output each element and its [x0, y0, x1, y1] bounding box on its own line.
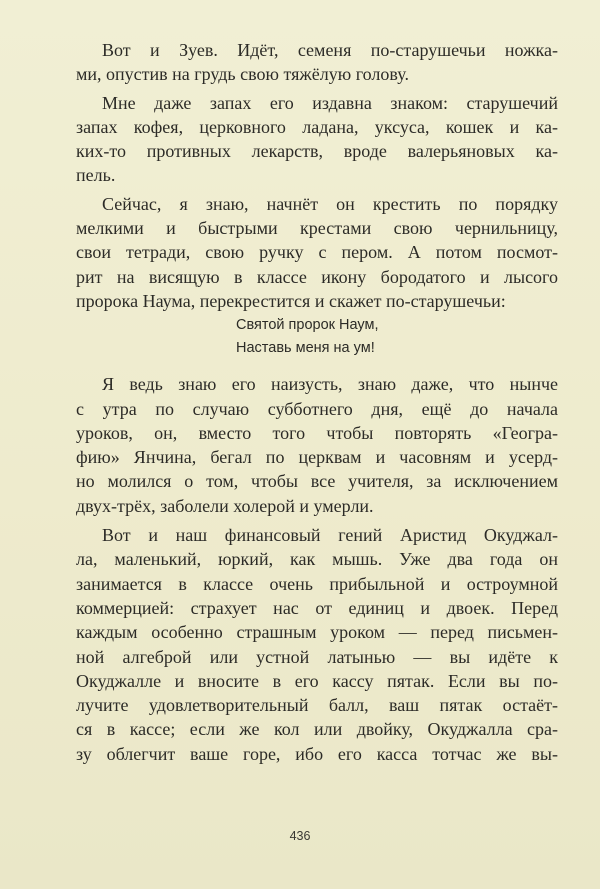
text-line: но молился о том, чтобы все учителя, за исключением [76, 471, 558, 492]
paragraph-5 [76, 523, 558, 766]
text-line: уроков, он, вместо того чтобы повторять «Геогра- [76, 422, 558, 443]
text-line: фию» Янчина, бегал по церквам и часовням и усерд- [76, 447, 558, 468]
paragraph-2 [76, 91, 558, 188]
text-line: ми, опустив на грудь свою тяжёлую голову. [76, 64, 409, 85]
paragraph-1 [76, 38, 558, 87]
text-line: запах кофея, церковного ладана, уксуса, кошек и ка- [76, 116, 558, 137]
text-line: Я ведь знаю его наизусть, знаю даже, что нынче [102, 374, 558, 395]
text-line: ся в кассе; если же кол или двойку, Окуджалла сра- [76, 719, 558, 740]
text-line: пель. [76, 165, 116, 186]
text-line: Вот и Зуев. Идёт, семеня по-старушечьи ножка- [102, 40, 558, 60]
text-line: мелкими и быстрыми крестами свою чернильницу, [76, 218, 558, 239]
poem-quote [236, 314, 558, 360]
text-line: Окуджалле и вносите в его кассу пятак. Если вы по- [76, 670, 558, 691]
paragraph-4 [76, 372, 558, 518]
poem-line: Святой пророк Наум, [236, 317, 379, 334]
text-line: ла, маленький, юркий, как мышь. Уже два года он [76, 549, 558, 570]
poem-line: Наставь меня на ум! [236, 340, 375, 357]
text-line: ких-то противных лекарств, вроде валерьяновых ка- [76, 141, 558, 162]
text-line: коммерцией: страхует нас от единиц и двоек. Перед [76, 597, 558, 618]
text-line: зу облегчит ваше горе, ибо его касса тотчас же вы- [76, 743, 558, 764]
text-line: с утра по случаю субботнего дня, ещё до начала [76, 398, 558, 419]
text-line: свои тетради, свою ручку с пером. А потом посмот- [76, 242, 558, 263]
text-line: лучите удовлетворительный балл, ваш пятак остаёт- [76, 695, 558, 716]
text-line: Сейчас, я знаю, начнёт он крестить по порядку [102, 193, 558, 214]
text-line: каждым особенно страшным уроком — перед письмен- [76, 622, 558, 643]
text-block [76, 38, 558, 766]
text-line: Вот и наш финансовый гений Аристид Окуджал- [102, 525, 558, 546]
text-line: ной алгеброй или устной латынью — вы идёте к [76, 646, 558, 667]
text-line: двух-трёх, заболели холерой и умерли. [76, 495, 374, 516]
text-line: рит на висящую в классе икону бородатого и лысого [76, 266, 558, 287]
text-line: Мне даже запах его издавна знаком: старушечий [102, 92, 558, 113]
text-line: занимается в классе очень прибыльной и остроумной [76, 573, 558, 594]
text-line: пророка Наума, перекрестится и скажет по-старушечьи: [76, 290, 506, 311]
paragraph-3 [76, 192, 558, 313]
page-number: 436 [289, 829, 311, 843]
